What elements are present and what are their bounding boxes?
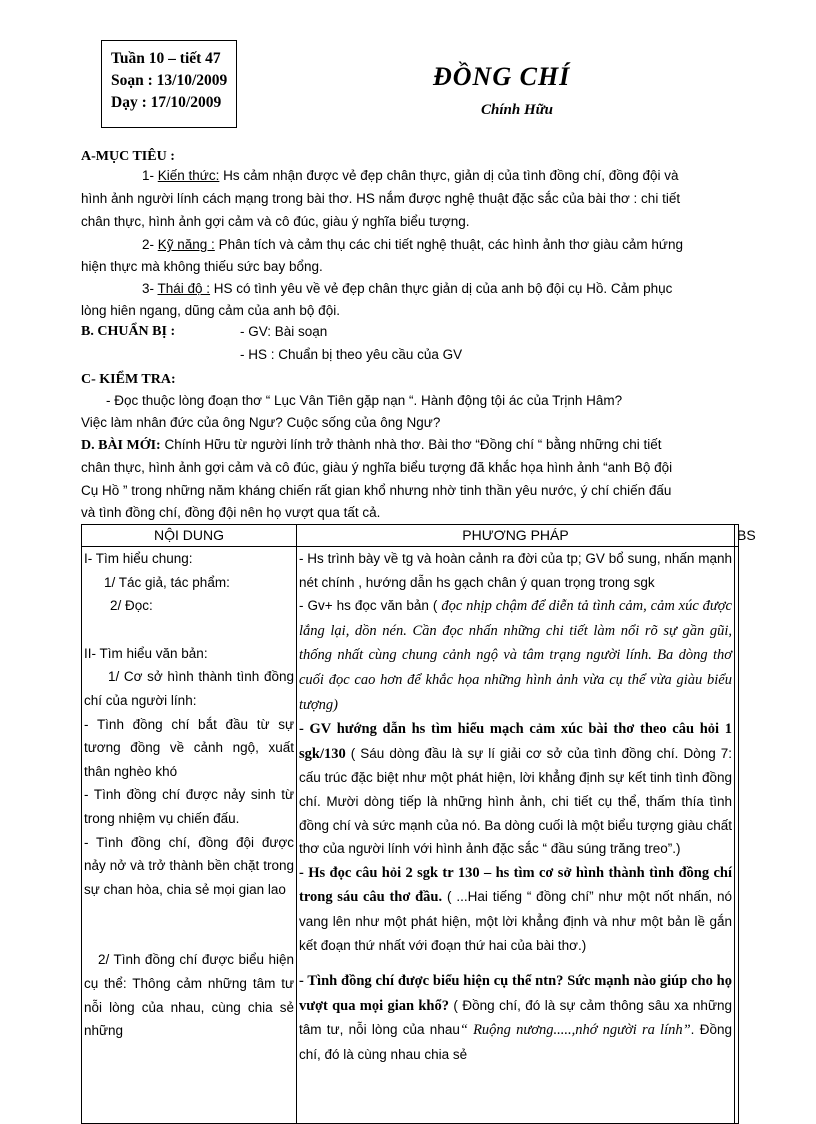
week-lesson: Tuần 10 – tiết 47 bbox=[111, 50, 221, 67]
lesson-info-box bbox=[101, 40, 237, 128]
section-b-heading: B. CHUẨN BỊ : bbox=[81, 324, 176, 339]
header-content: NỘI DUNG bbox=[82, 525, 297, 547]
section-a-heading: A-MỤC TIÊU : bbox=[81, 149, 175, 164]
content-column bbox=[82, 547, 297, 1124]
section-d-line-2: chân thực, hình ảnh gợi cảm và cô đúc, giàu ý nghĩa biểu tượng đã khắc họa hình ảnh “anh Bộ đội bbox=[81, 460, 673, 475]
method-item: - Gv+ hs đọc văn bản ( đọc nhịp chậm để diễn tả tình cảm, cảm xúc được lắng lại, dồn nén. Cần đọc nhấn những chi tiết làm nổi rõ sự gần gũi, thống nhất cùng chung cảnh ngộ và tâm trạng người lính. Ba dòng thơ cuối đọc cao hơn để khắc họa những hình ảnh vừa cụ thể vừa giàu biểu tượng) bbox=[299, 598, 732, 713]
method-column bbox=[297, 547, 735, 1124]
lesson-table bbox=[81, 524, 756, 1124]
objective-2-line-2: hiện thực mà không thiếu sức bay bổng. bbox=[81, 259, 323, 274]
section-c-heading: C- KIỂM TRA: bbox=[81, 372, 176, 387]
bs-column bbox=[735, 547, 739, 1124]
objective-3-line-2: lòng hiên ngang, dũng cảm của anh bộ đội. bbox=[81, 303, 340, 318]
content-item: II- Tìm hiểu văn bản: bbox=[84, 645, 208, 661]
objective-2: 2- Kỹ năng : Phân tích và cảm thụ các chi tiết nghệ thuật, các hình ảnh thơ giàu cảm hứng bbox=[142, 237, 683, 252]
content-item: 1/ Tác giả, tác phẩm: bbox=[104, 574, 230, 590]
section-d-line-4: và tình đồng chí, đồng đội nên họ vượt qua tất cả. bbox=[81, 505, 381, 520]
poem-title: ĐỒNG CHÍ bbox=[433, 62, 571, 91]
method-item: - Hs trình bày về tg và hoàn cảnh ra đời của tp; GV bổ sung, nhấn mạnh nét chính , hướng dẫn hs gạch chân ý quan trọng trong sgk bbox=[299, 551, 732, 590]
content-item: - Tình đồng chí, đồng đội được nảy nở và trở thành bền chặt trong sự chan hòa, chia sẻ mọi gian lao bbox=[84, 834, 294, 897]
header-bs: BS bbox=[735, 525, 739, 547]
check-question-2: Việc làm nhân đức của ông Ngư? Cuộc sống của ông Ngư? bbox=[81, 415, 441, 430]
taught-date: Dạy : 17/10/2009 bbox=[111, 94, 222, 111]
objective-1: 1- Kiến thức: Hs cảm nhận được vẻ đẹp chân thực, giản dị của tình đồng chí, đồng đội và bbox=[142, 168, 679, 183]
section-d-heading: D. BÀI MỚI: bbox=[81, 438, 161, 453]
method-item: - Hs đọc câu hỏi 2 sgk tr 130 – hs tìm cơ sở hình thành tình đồng chí trong sáu câu thơ đầu. ( ...Hai tiếng “ đồng chí” như một nốt nhấn, nó vang lên như một phát hiện, một lời khẳng định và như một bản lề gắn kết đoạn thứ nhất với đoạn thứ hai của bài thơ.) bbox=[299, 864, 732, 953]
content-item: 2/ Đọc: bbox=[110, 598, 153, 614]
content-item: - Tình đồng chí bắt đầu từ sự tương đồng về cảnh ngộ, xuất thân nghèo khó bbox=[84, 716, 294, 779]
composed-date: Soạn : 13/10/2009 bbox=[111, 72, 228, 89]
check-question-1: - Đọc thuộc lòng đoạn thơ “ Lục Vân Tiên gặp nạn “. Hành động tội ác của Trịnh Hâm? bbox=[106, 393, 623, 408]
content-item: - Tình đồng chí được nảy sinh từ trong nhiệm vụ chiến đấu. bbox=[84, 787, 294, 826]
content-item: I- Tìm hiểu chung: bbox=[84, 551, 193, 566]
content-item: 2/ Tình đồng chí được biểu hiện cụ thể: Thông cảm những tâm tư nỗi lòng của nhau, cùng chia sẻ những bbox=[84, 952, 294, 1039]
method-item: - GV hướng dẫn hs tìm hiểu mạch cảm xúc bài thơ theo câu hỏi 1 sgk/130 ( Sáu dòng đầu là sự lí giải cơ sở của tình đồng chí. Dòng 7: cấu trúc đặc biệt như một phát hiện, lời khẳng định sự kết tinh tình đồng chí. Mười dòng tiếp là những hình ảnh, chi tiết cụ thể, thấm thía tình đồng chí và sức mạnh của nó. Ba dòng cuối là một biểu tượng giàu chất thơ của người lính với hình ảnh đặc sắc “ đầu súng trăng treo”.) bbox=[299, 721, 732, 857]
method-item: - Tình đồng chí được biểu hiện cụ thể ntn? Sức mạnh nào giúp cho họ vượt qua mọi gian khổ? ( Đồng chí, đó là sự cảm thông sâu xa những tâm tư, nỗi lòng của nhau“ Ruộng nương.....,nhớ người ra lính”. Đồng chí, đó là cùng nhau chia sẻ bbox=[299, 973, 732, 1062]
poem-author: Chính Hữu bbox=[481, 102, 553, 118]
objective-3: 3- Thái độ : HS có tình yêu về vẻ đẹp chân thực giản dị của anh bộ đội cụ Hồ. Cảm phục bbox=[142, 281, 673, 296]
content-item: 1/ Cơ sở hình thành tình đồng chí của người lính: bbox=[84, 669, 294, 708]
prep-student: - HS : Chuẩn bị theo yêu cầu của GV bbox=[240, 347, 463, 362]
header-method: PHƯƠNG PHÁP bbox=[297, 525, 735, 547]
section-d-line-1: D. BÀI MỚI: Chính Hữu từ người lính trở thành nhà thơ. Bài thơ “Đồng chí “ bằng những chi tiết bbox=[81, 437, 662, 453]
section-d-line-3: Cụ Hồ ” trong những năm kháng chiến rất gian khổ nhưng nhờ tinh thần yêu nước, ý chí chiến đấu bbox=[81, 483, 672, 498]
objective-1-line-2: hình ảnh người lính cách mạng trong bài thơ. HS nắm được nghệ thuật đặc sắc của bài thơ : chi tiết bbox=[81, 191, 681, 206]
prep-teacher: - GV: Bài soạn bbox=[240, 324, 328, 339]
objective-1-line-3: chân thực, hình ảnh gợi cảm và cô đúc, giàu ý nghĩa biểu tượng. bbox=[81, 214, 470, 229]
